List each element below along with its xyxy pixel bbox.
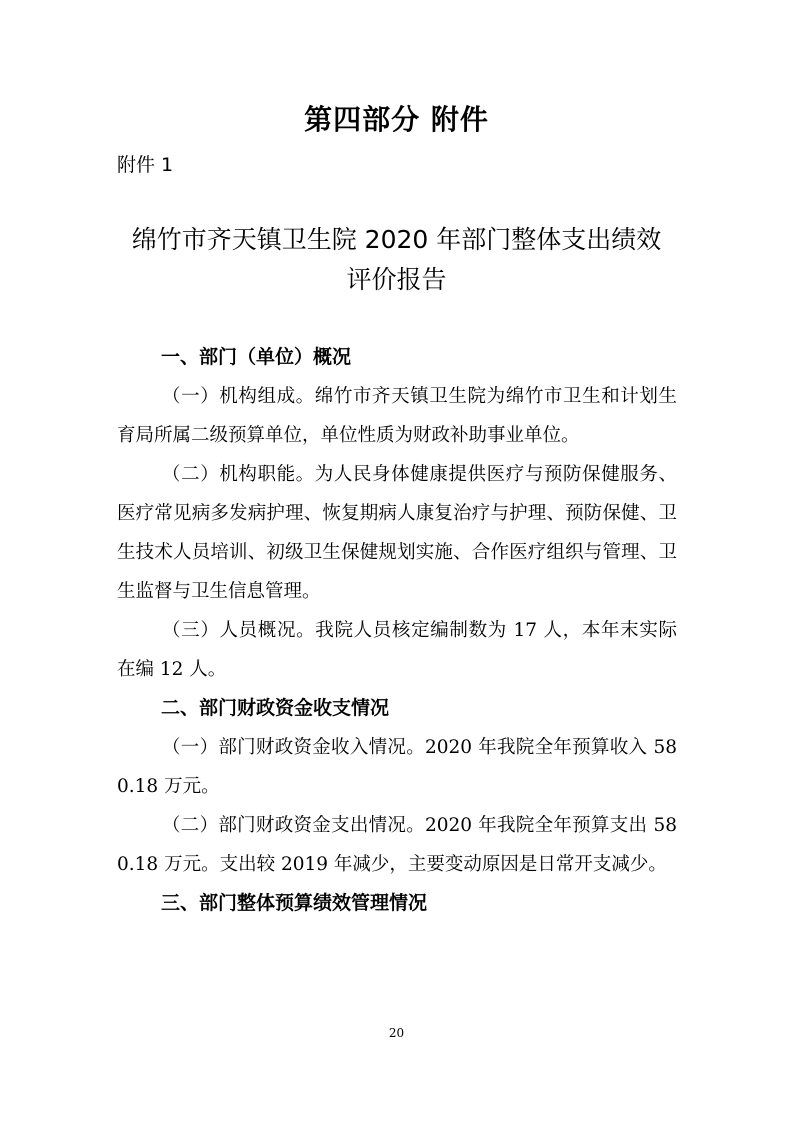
paragraph-expenditure: （二）部门财政资金支出情况。2020 年我院全年预算支出 580.18 万元。支出较 2019 年减少，主要变动原因是日常开支减少。	[117, 815, 677, 875]
paragraph-personnel: （三）人员概况。我院人员核定编制数为 17 人，本年末实际在编 12 人。	[117, 620, 677, 680]
paragraph-income: （一）部门财政资金收入情况。2020 年我院全年预算收入 580.18 万元。	[117, 737, 677, 797]
section-heading-2: 二、部门财政资金收支情况	[161, 697, 390, 719]
report-title-line-1: 绵竹市齐天镇卫生院 2020 年部门整体支出绩效	[131, 225, 662, 254]
page-number: 20	[388, 1026, 405, 1040]
paragraph-functions: （二）机构职能。为人民身体健康提供医疗与预防保健服务、医疗常见病多发病护理、恢复期病人康复治疗与护理、预防保健、卫生技术人员培训、初级卫生保健规划实施、合作医疗组织与管理、卫生监督与卫生信息管理。	[117, 464, 677, 602]
report-title-line-2: 评价报告	[346, 265, 447, 294]
page-title: 第四部分 附件	[304, 103, 489, 136]
report-body	[117, 338, 677, 923]
paragraph-organization: （一）机构组成。绵竹市齐天镇卫生院为绵竹市卫生和计划生育局所属二级预算单位，单位性质为财政补助事业单位。	[117, 386, 677, 446]
section-heading-1: 一、部门（单位）概况	[161, 346, 352, 368]
report-title	[90, 220, 703, 300]
section-heading-3: 三、部门整体预算绩效管理情况	[161, 892, 428, 914]
attachment-label: 附件 1	[117, 154, 174, 176]
